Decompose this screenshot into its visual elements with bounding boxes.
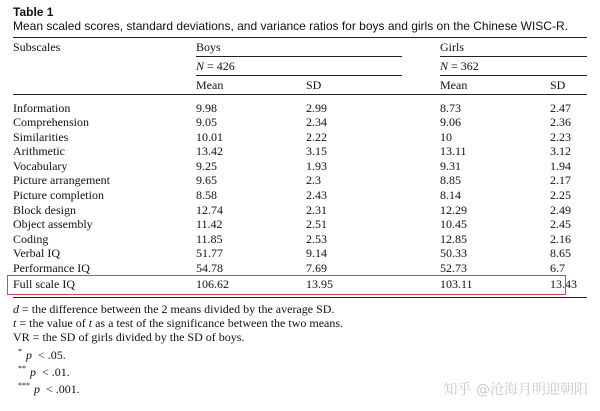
table-row bbox=[13, 115, 587, 130]
boys-sd: 7.69 bbox=[306, 261, 327, 276]
header-girls: Girls bbox=[440, 38, 587, 57]
note-sig-001 bbox=[13, 379, 343, 396]
note-t-var: t bbox=[13, 316, 17, 331]
subscale-name: Verbal IQ bbox=[13, 246, 60, 261]
table-row bbox=[13, 217, 587, 232]
girls-sd: 6.7 bbox=[550, 261, 565, 276]
girls-mean: 8.73 bbox=[440, 100, 461, 115]
boys-sd: 2.34 bbox=[306, 115, 327, 130]
subscale-name: Picture arrangement bbox=[13, 173, 110, 188]
note-d-var: d bbox=[13, 302, 19, 316]
girls-sd-header: SD bbox=[550, 77, 566, 92]
girls-mean: 8.85 bbox=[440, 173, 461, 188]
girls-sd: 1.94 bbox=[550, 158, 571, 173]
boys-sd-header: SD bbox=[306, 77, 322, 92]
girls-mean: 10 bbox=[440, 129, 452, 144]
sig-p: p bbox=[30, 364, 36, 379]
boys-sd: 13.95 bbox=[306, 277, 333, 292]
sig-mark: ** bbox=[18, 363, 26, 373]
boys-sd: 9.14 bbox=[306, 246, 327, 261]
boys-mean: 9.25 bbox=[196, 158, 217, 173]
sig-text: < .001. bbox=[43, 382, 80, 397]
subscale-name: Full scale IQ bbox=[13, 277, 75, 292]
girls-sd: 2.49 bbox=[550, 202, 571, 217]
girls-mean: 9.31 bbox=[440, 158, 461, 173]
girls-sd: 2.45 bbox=[550, 217, 571, 232]
header-row-stats bbox=[13, 76, 587, 95]
boys-sd: 1.93 bbox=[306, 158, 327, 173]
table-row bbox=[13, 232, 587, 247]
note-sig-05 bbox=[13, 345, 343, 362]
boys-mean: 12.74 bbox=[196, 202, 223, 217]
note-t-text2: as a test of the significance between the two means. bbox=[92, 316, 344, 331]
note-t-text1: = the value of bbox=[16, 316, 89, 331]
girls-sd: 2.25 bbox=[550, 188, 571, 203]
table-row bbox=[13, 101, 587, 116]
boys-mean: 11.85 bbox=[196, 231, 223, 246]
boys-mean: 51.77 bbox=[196, 246, 223, 261]
results-table bbox=[13, 38, 587, 294]
boys-mean: 106.62 bbox=[196, 277, 229, 292]
girls-sd: 13.43 bbox=[550, 277, 577, 292]
boys-sd: 2.43 bbox=[306, 188, 327, 203]
header-row-groups bbox=[13, 38, 587, 57]
table-row bbox=[13, 144, 587, 159]
girls-mean: 12.29 bbox=[440, 202, 467, 217]
table-container bbox=[13, 5, 587, 298]
girls-mean: 52.73 bbox=[440, 261, 467, 276]
note-t bbox=[13, 316, 343, 330]
girls-mean: 8.14 bbox=[440, 188, 461, 203]
boys-n bbox=[196, 57, 402, 76]
table-row bbox=[13, 130, 587, 145]
header-row-n bbox=[13, 57, 587, 76]
boys-sd: 3.15 bbox=[306, 144, 327, 159]
girls-mean-header: Mean bbox=[440, 77, 468, 92]
sig-p: p bbox=[26, 347, 32, 362]
girls-mean: 103.11 bbox=[440, 277, 473, 292]
girls-mean: 10.45 bbox=[440, 217, 467, 232]
boys-sd: 2.3 bbox=[306, 173, 321, 188]
highlight-box bbox=[7, 275, 566, 295]
girls-sd: 2.23 bbox=[550, 129, 571, 144]
subscale-name: Performance IQ bbox=[13, 261, 90, 276]
girls-sd: 2.17 bbox=[550, 173, 571, 188]
subscale-name: Comprehension bbox=[13, 115, 89, 130]
note-d bbox=[13, 302, 343, 316]
boys-mean: 10.01 bbox=[196, 129, 223, 144]
sig-text: < .05. bbox=[35, 347, 66, 362]
subscale-name: Object assembly bbox=[13, 217, 93, 232]
watermark: 知乎 @沧海月明迎朝阳 bbox=[443, 382, 588, 398]
table-row bbox=[13, 159, 587, 174]
table-notes bbox=[13, 302, 343, 396]
boys-mean: 54.78 bbox=[196, 261, 223, 276]
girls-sd: 8.65 bbox=[550, 246, 571, 261]
note-d-text: = the difference between the 2 means divided by the average SD. bbox=[19, 302, 335, 316]
girls-n-val: = 362 bbox=[448, 58, 479, 73]
header-boys: Boys bbox=[196, 38, 402, 57]
boys-mean: 13.42 bbox=[196, 144, 223, 159]
subscale-name: Block design bbox=[13, 202, 76, 217]
boys-mean: 9.05 bbox=[196, 115, 217, 130]
table-row bbox=[13, 188, 587, 203]
girls-sd: 3.12 bbox=[550, 144, 571, 159]
table-label: Table 1 bbox=[13, 5, 54, 19]
table-row bbox=[13, 173, 587, 188]
boys-sd: 2.31 bbox=[306, 202, 327, 217]
subscale-name: Coding bbox=[13, 231, 49, 246]
girls-sd: 2.47 bbox=[550, 100, 571, 115]
note-vr: VR = the SD of girls divided by the SD of boys. bbox=[13, 330, 245, 345]
boys-mean: 11.42 bbox=[196, 217, 223, 232]
girls-n bbox=[440, 57, 587, 76]
boys-sd: 2.53 bbox=[306, 231, 327, 246]
boys-n-var: N bbox=[196, 58, 205, 73]
boys-sd: 2.51 bbox=[306, 217, 327, 232]
girls-n-var: N bbox=[440, 58, 449, 73]
subscale-name: Similarities bbox=[13, 129, 69, 144]
boys-mean: 9.98 bbox=[196, 100, 217, 115]
table-row bbox=[13, 261, 587, 276]
girls-sd: 2.16 bbox=[550, 231, 571, 246]
table-row bbox=[13, 246, 587, 261]
sig-mark: *** bbox=[18, 381, 30, 391]
girls-sd: 2.36 bbox=[550, 115, 571, 130]
girls-mean: 12.85 bbox=[440, 231, 467, 246]
boys-n-val: = 426 bbox=[204, 58, 235, 73]
sig-text: < .01. bbox=[39, 364, 70, 379]
girls-mean: 13.11 bbox=[440, 144, 467, 159]
boys-mean-header: Mean bbox=[196, 77, 224, 92]
header-subscales: Subscales bbox=[13, 39, 61, 54]
sig-mark: * bbox=[18, 346, 22, 356]
table-row bbox=[13, 203, 587, 218]
table-caption: Mean scaled scores, standard deviations, and variance ratios for boys and girls on the Chinese WISC-R. bbox=[13, 19, 568, 33]
boys-sd: 2.22 bbox=[306, 129, 327, 144]
subscale-name: Picture completion bbox=[13, 188, 104, 203]
subscale-name: Vocabulary bbox=[13, 158, 68, 173]
note-t-var2: t bbox=[88, 316, 93, 331]
boys-mean: 8.58 bbox=[196, 188, 217, 203]
girls-mean: 50.33 bbox=[440, 246, 467, 261]
note-sig-01 bbox=[13, 362, 343, 379]
subscale-name: Arithmetic bbox=[13, 144, 65, 159]
subscale-name: Information bbox=[13, 100, 71, 115]
boys-sd: 2.99 bbox=[306, 100, 327, 115]
sig-p: p bbox=[34, 382, 40, 397]
table-bottom-rule bbox=[13, 297, 587, 298]
girls-mean: 9.06 bbox=[440, 115, 461, 130]
boys-mean: 9.65 bbox=[196, 173, 217, 188]
